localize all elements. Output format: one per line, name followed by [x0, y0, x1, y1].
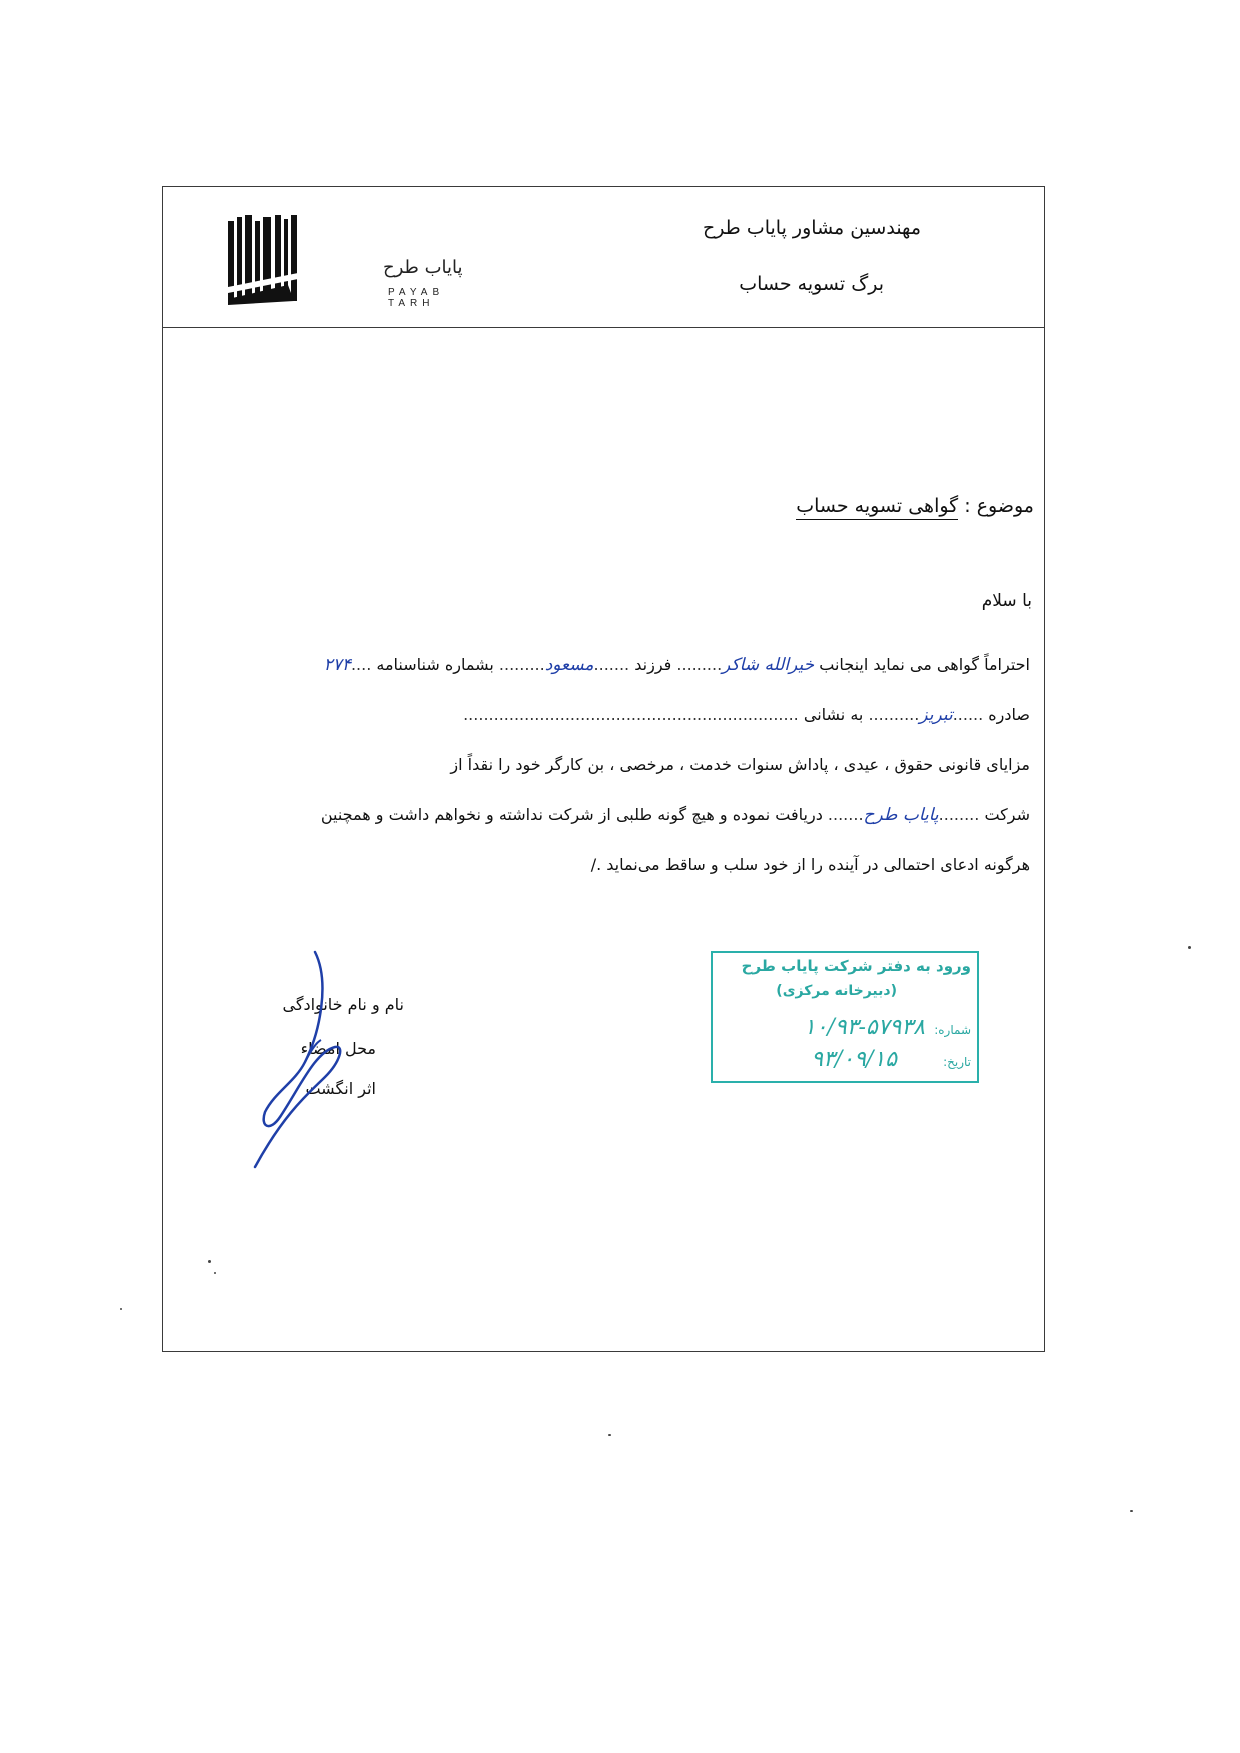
scan-speck: [120, 1308, 122, 1310]
issued-in: تبریز: [919, 705, 953, 725]
scan-speck: [208, 1260, 211, 1263]
header-divider: [163, 327, 1044, 328]
fingerprint-label: اثر انگشت: [305, 1079, 376, 1098]
form-title: برگ تسویه حساب: [739, 273, 884, 295]
body-line-5: هرگونه ادعای احتمالی در آینده را از خود سلب و ساقط می‌نماید ./: [590, 855, 1030, 874]
stamp-date-value: ۹۳/۰۹/۱۵: [811, 1047, 897, 1072]
father-name: مسعود: [544, 655, 594, 675]
body-line-3: مزایای قانونی حقوق ، عیدی ، پاداش سنوات خدمت ، مرخصی ، بن کارگر خود را نقداً از: [450, 755, 1030, 774]
body-line-1: احتراماً گواهی می نماید اینجانب خیرالله شاکر......... فرزند .......مسعود......... بشماره شناسنامه ....۲۷۴: [323, 655, 1030, 675]
body-text: شرکت: [984, 805, 1030, 824]
signature-label: محل امضاء: [300, 1039, 376, 1058]
stamp-number-label: شماره:: [934, 1023, 971, 1037]
settlement-form: [162, 186, 1045, 1352]
id-number: ۲۷۴: [323, 655, 351, 675]
full-name-label: نام و نام خانوادگی: [282, 995, 404, 1014]
scan-speck: [1188, 946, 1191, 949]
handwritten-signature: [245, 942, 355, 1172]
registry-stamp: [711, 951, 979, 1083]
logo-mark-icon: [228, 215, 318, 315]
stamp-number-value: ۱۰/۹۳-۵۷۹۳۸: [803, 1015, 925, 1040]
body-text: به نشانی: [803, 705, 864, 724]
stamp-subtitle: (دبیرخانه مرکزی): [776, 983, 897, 999]
scan-speck: [214, 1272, 216, 1274]
stamp-date-label: تاریخ:: [943, 1055, 971, 1069]
greeting: با سلام: [981, 591, 1032, 611]
body-text: صادره: [988, 705, 1030, 724]
company-logo: [228, 215, 478, 315]
employee-name: خیرالله شاکر: [722, 655, 815, 675]
body-text: بشماره شناسنامه: [376, 655, 494, 674]
stamp-title: ورود به دفتر شرکت پایاب طرح: [741, 957, 971, 975]
company-name: مهندسین مشاور پایاب طرح: [702, 217, 921, 239]
company-handwritten: پایاب طرح: [863, 805, 939, 825]
subject-line: [796, 495, 1034, 517]
scan-speck: [608, 1434, 611, 1436]
scan-speck: [1130, 1510, 1133, 1512]
body-text: دریافت نموده و هیچ گونه طلبی از شرکت نداشته و نخواهم داشت و همچنین: [320, 805, 823, 824]
body-line-4: شرکت ........پایاب طرح....... دریافت نموده و هیچ گونه طلبی از شرکت نداشته و نخواهم داشت و همچنین: [320, 805, 1030, 825]
subject-label: موضوع :: [964, 495, 1034, 517]
body-text: فرزند: [634, 655, 672, 674]
logo-text-latin: PAYAB TARH: [388, 287, 445, 309]
subject-value: گواهی تسویه حساب: [796, 495, 958, 520]
body-line-2: صادره ......تبریز.......... به نشانی ..................................................................: [463, 705, 1030, 725]
body-text: احتراماً گواهی می نماید اینجانب: [819, 655, 1030, 674]
logo-text-persian: پایاب طرح: [383, 257, 463, 278]
